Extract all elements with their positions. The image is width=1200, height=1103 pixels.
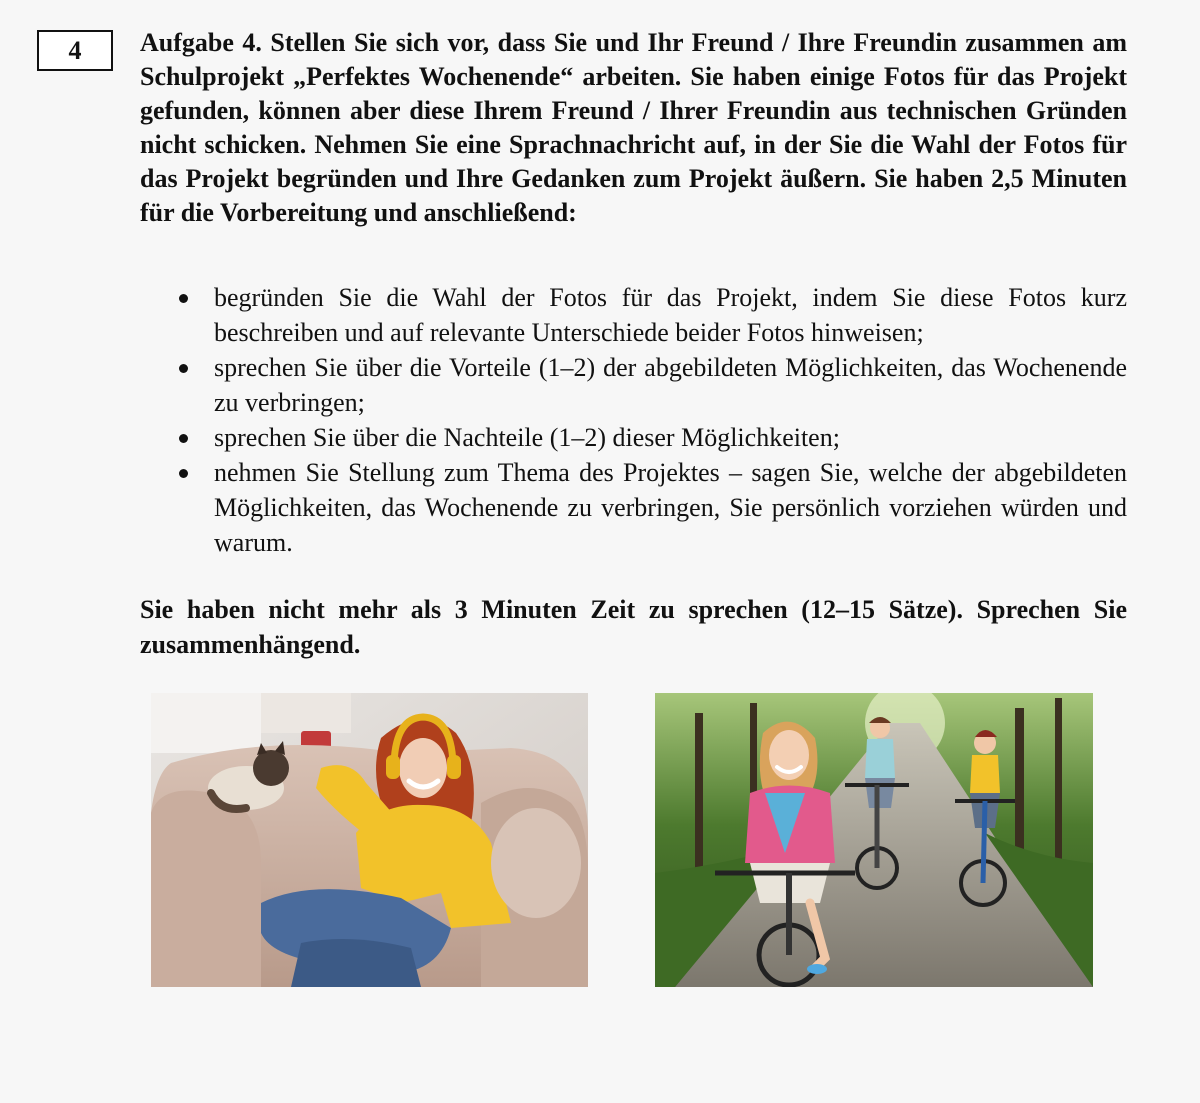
photo-girls-cycling — [655, 693, 1093, 987]
bullet-item: sprechen Sie über die Vorteile (1–2) der abgebildeten Möglichkeiten, das Wochenende zu verbringen; — [140, 350, 1127, 420]
task-closing-note: Sie haben nicht mehr als 3 Minuten Zeit zu sprechen (12–15 Sätze). Sprechen Sie zusammenhängend. — [140, 595, 1127, 659]
photo-girls-cycling-illustration — [655, 693, 1093, 987]
bullet-item: sprechen Sie über die Nachteile (1–2) dieser Möglichkeiten; — [140, 420, 1127, 455]
photo-girl-sofa — [151, 693, 588, 987]
bullet-item: nehmen Sie Stellung zum Thema des Projektes – sagen Sie, welche der abgebildeten Möglichkeiten, das Wochenende zu verbringen, Sie persönlich vorziehen würden und warum. — [140, 455, 1127, 560]
task-bullet-list — [140, 280, 1127, 560]
task-instructions: Aufgabe 4. Stellen Sie sich vor, dass Sie und Ihr Freund / Ihre Freundin zusammen am Schulprojekt „Perfektes Wochenende“ arbeiten. Sie haben einige Fotos für das Projekt gefunden, können aber diese Ihrem Freund / Ihrer Freundin aus technischen Gründen nicht schicken. Nehmen Sie eine Sprachnachricht auf, in der Sie die Wahl der Fotos für das Projekt begründen und Ihre Gedanken zum Projekt äußern. Sie haben 2,5 Minuten für die Vorbereitung und anschließend: — [140, 28, 1127, 227]
bullet-item: begründen Sie die Wahl der Fotos für das Projekt, indem Sie diese Fotos kurz beschreiben und auf relevante Unterschiede beider Fotos hinweisen; — [140, 280, 1127, 350]
task-number: 4 — [68, 35, 82, 65]
photo-girl-sofa-illustration — [151, 693, 588, 987]
task-number-box — [37, 30, 113, 71]
